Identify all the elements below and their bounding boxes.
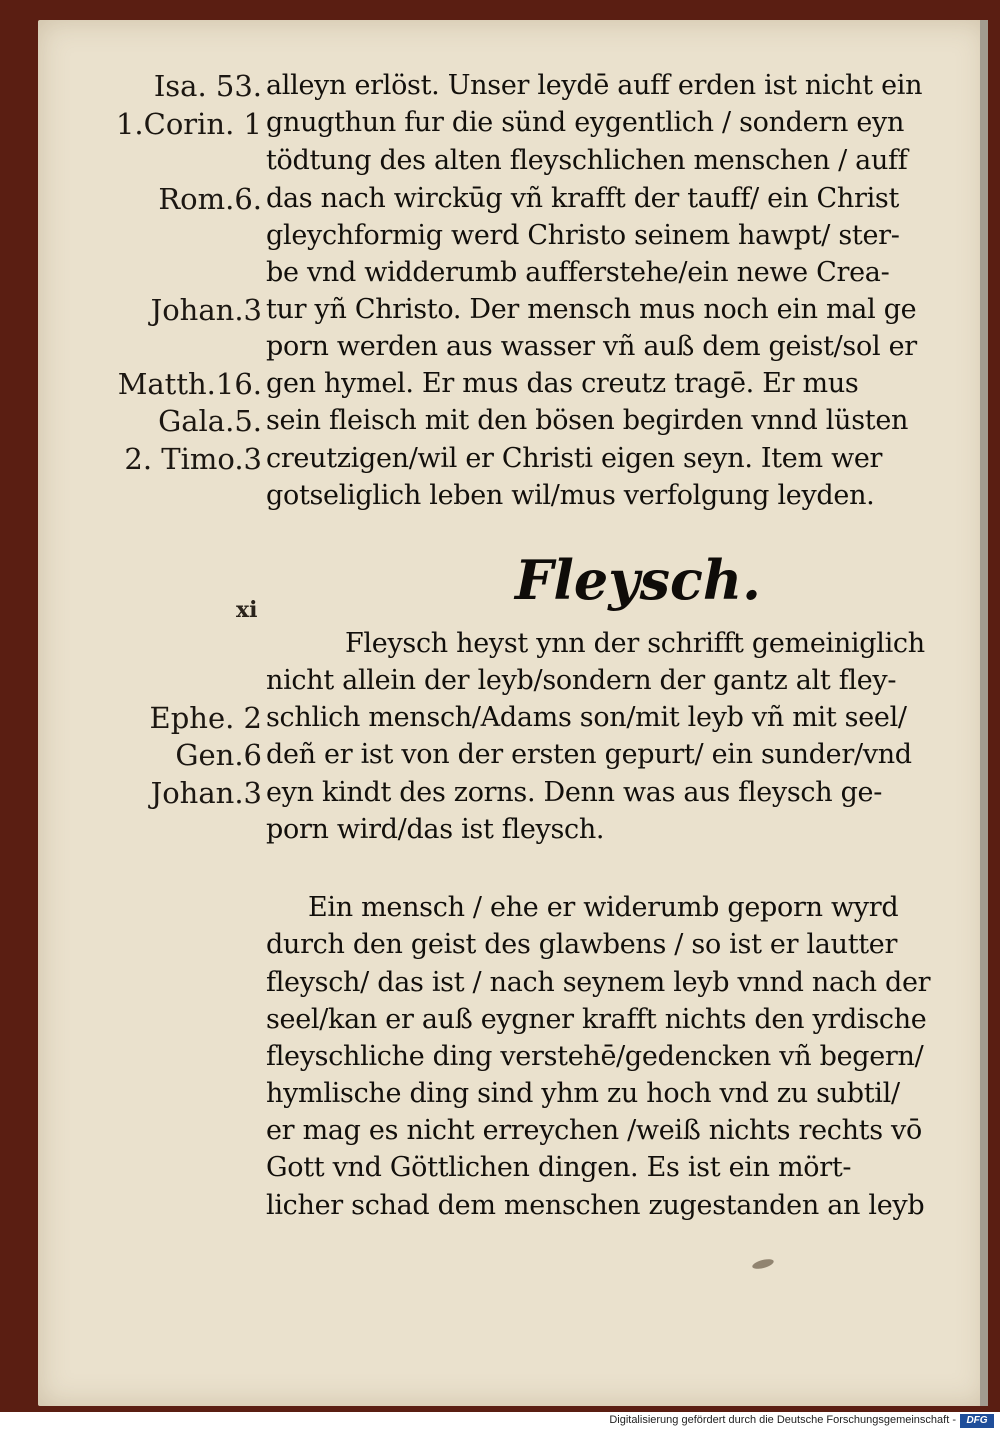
margin-note: Rom.6. <box>158 182 262 216</box>
text-line: er mag es nicht erreychen /weiß nichts rechts vō <box>266 1115 922 1146</box>
text-line: fleysch/ das ist / nach seynem leyb vnnd nach der <box>266 967 931 998</box>
text-line: fleyschliche ding verstehē/gedencken vñ begern/ <box>266 1041 924 1072</box>
text-line: Ein mensch / ehe er widerumb geporn wyrd <box>308 892 899 923</box>
text-line: durch den geist des glawbens / so ist er lautter <box>266 929 898 960</box>
dfg-logo-icon: DFG <box>960 1414 994 1428</box>
text-line: seel/kan er auß eygner krafft nichts den yrdische <box>266 1004 927 1035</box>
margin-note: Johan.3 <box>150 776 262 810</box>
margin-note: Matth.16. <box>117 367 262 401</box>
text-line: be vnd widderumb aufferstehe/ein newe Crea- <box>266 257 890 288</box>
page-edge <box>980 20 988 1406</box>
text-line: porn wird/das ist fleysch. <box>266 814 605 845</box>
text-line: eyn kindt des zorns. Denn was aus fleysch ge- <box>266 777 883 808</box>
section-mark: xi <box>236 597 258 623</box>
text-line: tur yñ Christo. Der mensch mus noch ein mal ge <box>266 294 917 325</box>
text-line: porn werden aus wasser vñ auß dem geist/sol er <box>266 331 917 362</box>
text-line: gotseliglich leben wil/mus verfolgung leyden. <box>266 480 875 511</box>
section-heading: Fleysch. <box>515 548 761 612</box>
text-line: gleychformig werd Christo seinem hawpt/ ster- <box>266 220 900 251</box>
text-line: Gott vnd Göttlichen dingen. Es ist ein mört- <box>266 1152 852 1183</box>
margin-note: Gala.5. <box>158 404 262 438</box>
text-line: gnugthun fur die sünd eygentlich / sondern eyn <box>266 107 905 138</box>
footer-bar <box>0 1412 1000 1431</box>
text-line: alleyn erlöst. Unser leydē auff erden ist nicht ein <box>266 70 923 101</box>
margin-note: 1.Corin. 1 <box>115 107 262 141</box>
text-line: gen hymel. Er mus das creutz tragē. Er mus <box>266 368 859 399</box>
margin-note: Johan.3 <box>150 293 262 327</box>
text-line: Fleysch heyst ynn der schrifft gemeiniglich <box>345 628 925 659</box>
text-line: schlich mensch/Adams son/mit leyb vñ mit seel/ <box>266 702 907 733</box>
funding-notice: Digitalisierung gefördert durch die Deutsche Forschungsgemeinschaft - <box>609 1414 956 1426</box>
margin-note: Ephe. 2 <box>149 701 262 735</box>
text-line: sein fleisch mit den bösen begirden vnnd lüsten <box>266 405 909 436</box>
text-line: nicht allein der leyb/sondern der gantz alt fley- <box>266 665 897 696</box>
text-line: das nach wirckūg vñ krafft der tauff/ ein Christ <box>266 183 900 214</box>
text-line: tödtung des alten fleyschlichen menschen / auff <box>266 145 908 176</box>
text-line: creutzigen/wil er Christi eigen seyn. Item wer <box>266 443 883 474</box>
text-line: deñ er ist von der ersten gepurt/ ein sunder/vnd <box>266 739 912 770</box>
margin-note: Isa. 53. <box>153 69 262 103</box>
margin-note: Gen.6 <box>175 738 262 772</box>
margin-note: 2. Timo.3 <box>124 442 262 476</box>
text-line: licher schad dem menschen zugestanden an leyb <box>266 1190 925 1221</box>
text-line: hymlische ding sind yhm zu hoch vnd zu subtil/ <box>266 1078 900 1109</box>
